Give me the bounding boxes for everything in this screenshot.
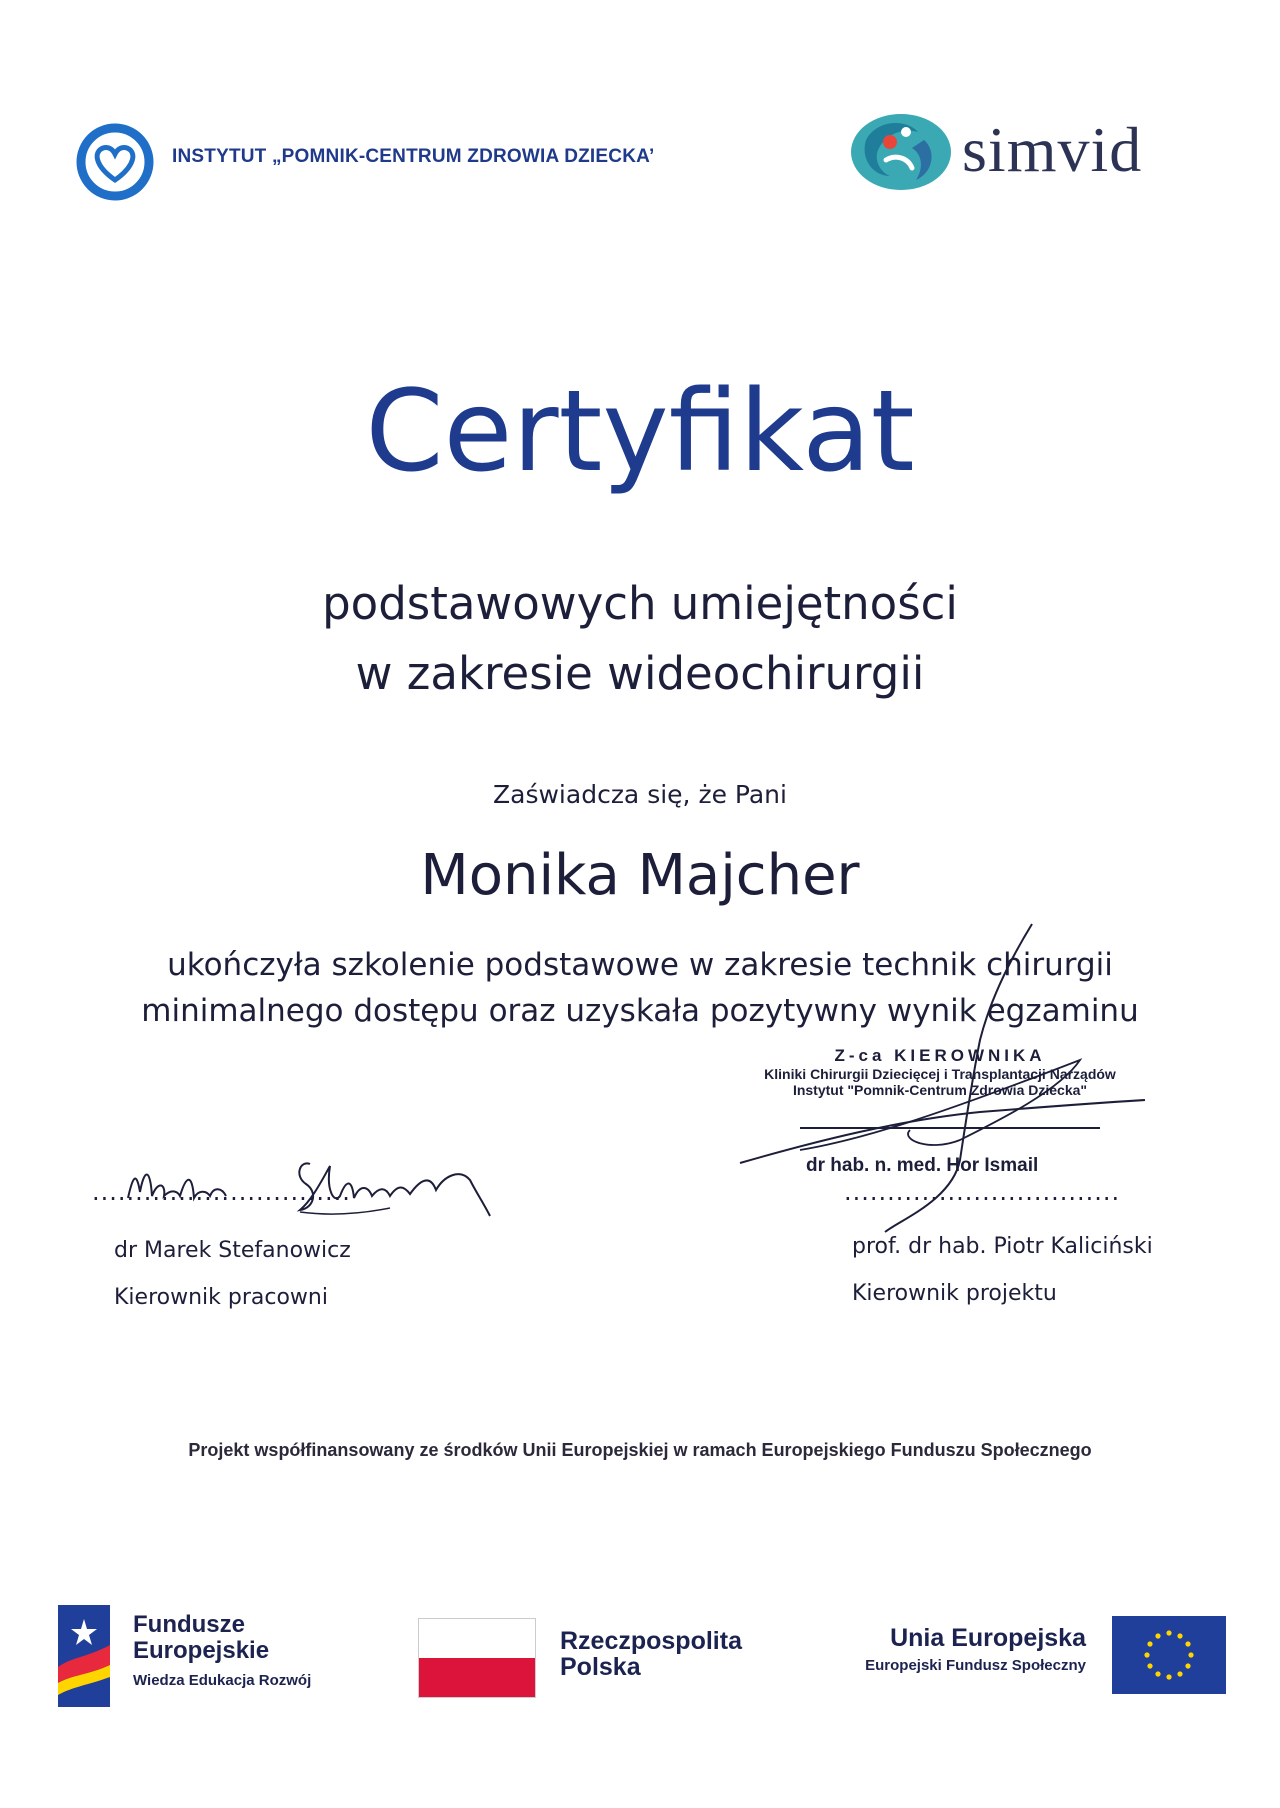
unia-europejska-text bbox=[836, 1624, 1086, 1674]
eu-flag-icon bbox=[1112, 1616, 1226, 1694]
fe-line2: Europejskie bbox=[133, 1637, 270, 1664]
completion-statement-line2: minimalnego dostępu oraz uzyskała pozytywny wynik egzaminu bbox=[141, 993, 1139, 1029]
polish-flag-icon bbox=[418, 1618, 536, 1698]
flag-red-stripe bbox=[419, 1658, 535, 1697]
institute-name: INSTYTUT „POMNIK-CENTRUM ZDROWIA DZIECKA’ bbox=[172, 146, 655, 167]
fundusze-europejskie-icon bbox=[58, 1605, 110, 1707]
left-signatory-name: dr Marek Stefanowicz bbox=[114, 1238, 351, 1263]
ue-line1: Unia Europejska bbox=[890, 1624, 1086, 1652]
left-signature-line: .............................. bbox=[92, 1178, 351, 1206]
certify-statement: Zaświadcza się, że Pani bbox=[493, 780, 787, 809]
funding-note: Projekt współfinansowany ze środków Unii Europejskiej w ramach Europejskiego Funduszu Społecznego bbox=[188, 1440, 1092, 1460]
simvid-globe-icon bbox=[846, 110, 956, 194]
stamp-title: Z-ca KIEROWNIKA bbox=[834, 1046, 1046, 1065]
stamp-line2: Instytut "Pomnik-Centrum Zdrowia Dziecka" bbox=[792, 1082, 1088, 1098]
ue-line2: Europejski Fundusz Społeczny bbox=[865, 1657, 1086, 1674]
partner-name: simvid bbox=[962, 114, 1143, 185]
rp-line2: Polska bbox=[560, 1653, 641, 1681]
right-signatory-role: Kierownik projektu bbox=[852, 1281, 1057, 1306]
certificate-subtitle-line2: w zakresie wideochirurgii bbox=[355, 647, 925, 700]
fundusze-europejskie-text bbox=[133, 1612, 311, 1689]
rp-line1: Rzeczpospolita bbox=[560, 1627, 742, 1655]
stamp-name: dr hab. n. med. Hor Ismail bbox=[806, 1155, 1039, 1176]
rzeczpospolita-polska-text bbox=[560, 1628, 742, 1680]
fe-line1: Fundusze bbox=[133, 1611, 245, 1638]
fe-line3: Wiedza Edukacja Rozwój bbox=[133, 1672, 312, 1689]
left-signatory-role: Kierownik pracowni bbox=[114, 1285, 328, 1310]
right-signatory-name: prof. dr hab. Piotr Kaliciński bbox=[852, 1234, 1153, 1259]
heart-circle-icon bbox=[75, 122, 155, 202]
stamp-line1: Kliniki Chirurgii Dziecięcej i Transplantacji Narządów bbox=[764, 1066, 1116, 1082]
certificate-title: Certyfikat bbox=[365, 367, 915, 497]
certificate-subtitle-line1: podstawowych umiejętności bbox=[322, 577, 958, 630]
recipient-name: Monika Majcher bbox=[420, 843, 860, 908]
official-stamp bbox=[760, 1046, 1120, 1098]
flag-white-stripe bbox=[419, 1619, 535, 1658]
completion-statement-line1: ukończyła szkolenie podstawowe w zakresie technik chirurgii bbox=[167, 947, 1113, 983]
right-signature-line: ................................ bbox=[844, 1178, 1121, 1206]
